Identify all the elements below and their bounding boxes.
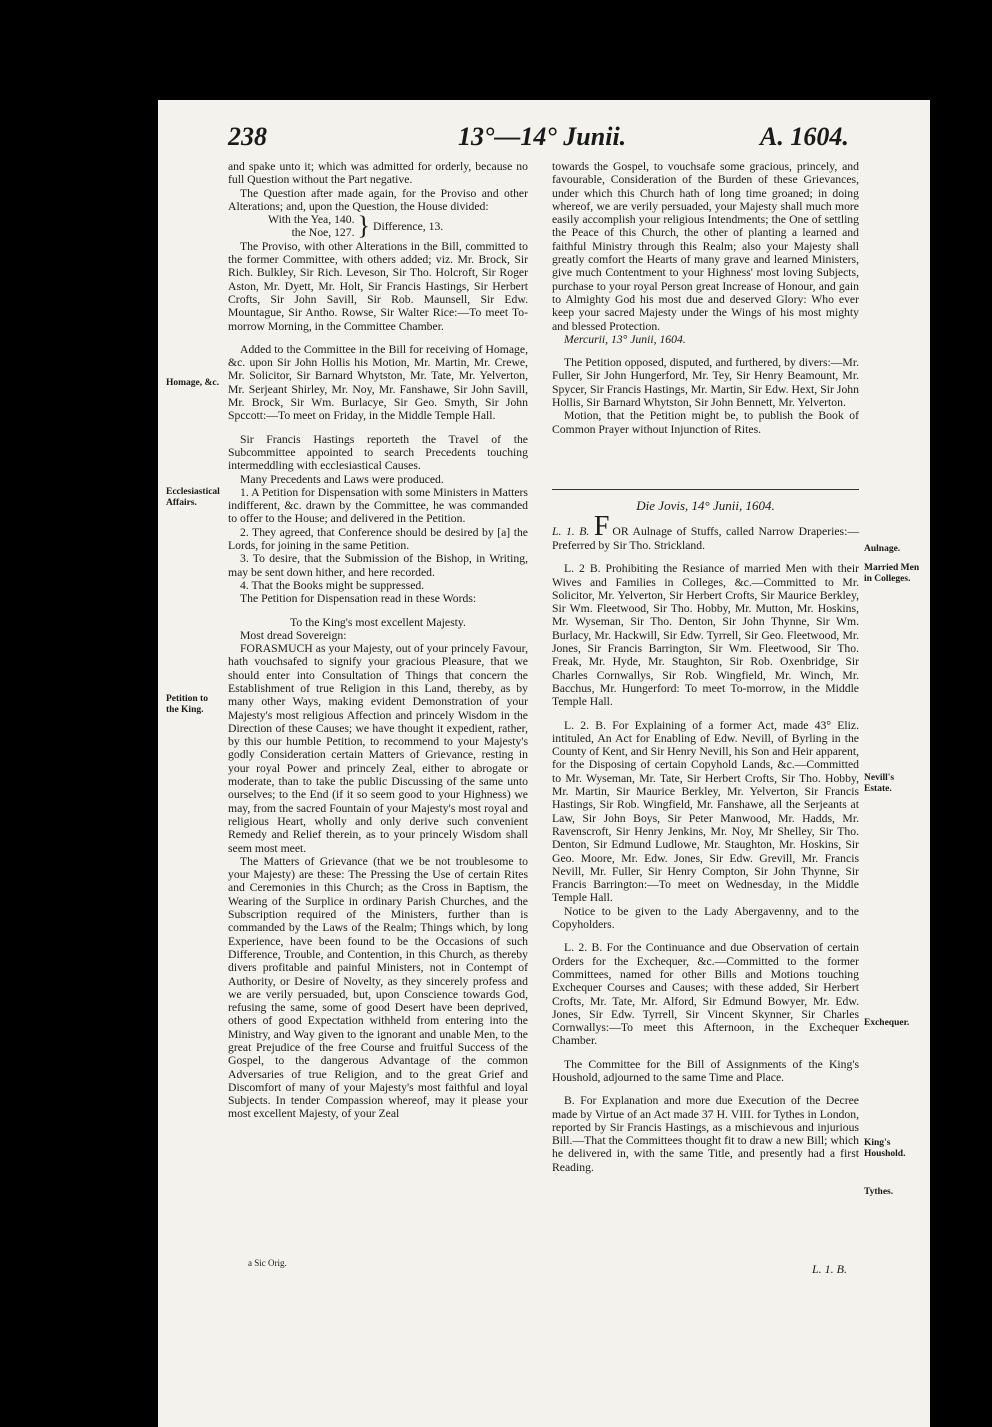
margin-note: Ecclesiastical Affairs. bbox=[166, 487, 220, 508]
division-result bbox=[268, 213, 528, 240]
paragraph: towards the Gospel, to vouchsafe some gracious, princely, and favourable, Consideration of the Burden of these Grievances, under which this Church hath of long time groaned; in doing whereof, we are verily persuaded, your Majesty shall much more easily accomplish your religious Intendments; the One of settling the Peace of this Church, the other of planting a learned and faithful Ministry through this Realm; also your Majesty shall greatly comfort the Hearts of many grave and learned Ministers, give much Contentment to your Highness' most loving Subjects, purchase to your royal Person great Increase of Honour, and gain to Almighty God his most due and deserved Glory: Who ever keep your sacred Majesty under the Wings of his most mighty and blessed Protection. bbox=[552, 160, 859, 333]
reading-label: L. 1. B. bbox=[552, 525, 590, 538]
page-number: 238 bbox=[228, 122, 267, 151]
paragraph: 2. They agreed, that Conference should be desired by [a] the Lords, for joining in the same Petition. bbox=[228, 525, 528, 553]
petition-address: To the King's most excellent Majesty. bbox=[290, 615, 466, 629]
petition-salutation: Most dread Sovereign: bbox=[240, 628, 347, 642]
paragraph: and spake unto it; which was admitted for orderly, because no full Question without the Part negative. bbox=[228, 160, 528, 187]
yea-count: With the Yea, 140. bbox=[268, 213, 355, 227]
drop-cap: F bbox=[593, 511, 610, 542]
right-column-upper bbox=[552, 160, 859, 436]
section-divider bbox=[552, 489, 859, 490]
margin-note: Petition to the King. bbox=[166, 694, 208, 715]
paragraph: OR Aulnage of Stuffs, called Narrow Draperies:—Preferred by Sir Tho. Strickland. bbox=[552, 525, 860, 552]
paragraph: The Matters of Grievance (that we be not troublesome to your Majesty) are these: The Pressing the Use of certain Rites and Ceremonies in this Church; as the Cross in Baptism, the Wearing of the Surplice in ordinary Parish Churches, and the Subscription required of the Ministers, further than is commanded by the Laws of the Realm; Things which, by long Experience, have been found to be the Occasions of such Difference, Trouble, and Contention, in this Church, as thereby divers profitable and painful Ministers, not in Contempt of Authority, or Desire of Novelty, as they sincerely profess and we are verily persuaded, but, upon Conscience towards God, refusing the same, some of good Desert have been deprived, others of good Expectation withheld from entering into the Ministry, and Way given to the ignorant and unable Men, to the great Prejudice of the free Course and fruitful Success of the Gospel, to the dangerous Advantage of the common Adversaries of true Religion, and to the great Grief and Discomfort of many of your Majesty's most faithful and loyal Subjects. In tender Compassion whereof, may it please your most excellent Majesty, of your Zeal bbox=[228, 854, 528, 1121]
date-line: Mercurii, 13° Junii, 1604. bbox=[564, 332, 686, 346]
right-column-lower bbox=[552, 497, 859, 1174]
paragraph: B. For Explanation and more due Execution of the Decree made by Virtue of an Act made 37 H. VIII. for Tythes in London, reported by Sir Francis Hastings, as a mischievous and injurious Bill.—That the Committees thought fit to draw a new Bill; which he delivered in, with the same Title, and presently had a first Reading. bbox=[552, 1094, 859, 1174]
paragraph: L. 2. B. For the Continuance and due Observation of certain Orders for the Exchequer, &c.—Committed to the former Committees, named for other Bills and Motions touching Exchequer Courses and Causes; with these added, Sir Herbert Crofts, Mr. Tate, Mr. Alford, Sir Edmund Bowyer, Mr. Edw. Jones, Sir Edw. Tyrrell, Sir Vincent Skynner, Sir Charles Cornwallys:—To meet this Afternoon, in the Exchequer Chamber. bbox=[552, 941, 859, 1048]
paragraph: Many Precedents and Laws were produced. bbox=[240, 472, 444, 486]
margin-note: Nevill's Estate. bbox=[864, 773, 895, 794]
paragraph: 4. That the Books might be suppressed. bbox=[240, 578, 425, 592]
day-heading: Die Jovis, 14° Junii, 1604. bbox=[636, 498, 775, 513]
paragraph: The Proviso, with other Alterations in the Bill, committed to the former Committee, with others added; viz. Mr. Brock, Sir Rich. Bulkley, Sir Rich. Leveson, Sir Tho. Holcroft, Sir Roger Aston, Mr. Dyett, Mr. Holt, Sir Francis Hastings, Sir Herbert Crofts, Sir John Savill, Sir Rob. Maunsell, Sir Edw. Mountague, Sir Antho. Rowse, Sir Walter Rice:—To meet To-morrow Morning, in the Committee Chamber. bbox=[228, 239, 528, 333]
noe-count: the Noe, 127. bbox=[291, 226, 355, 240]
margin-note: King's Houshold. bbox=[864, 1138, 906, 1159]
paragraph: 3. To desire, that the Submission of the Bishop, in Writing, may be sent down hither, and here recorded. bbox=[228, 552, 528, 579]
paragraph: L. 2 B. Prohibiting the Resiance of married Men with their Wives and Families in Colleges, &c.—Committed to Mr. Solicitor, Mr. Yelverton, Sir Herbert Crofts, Sir Maurice Berkley, Sir Wm. Fleetwood, Sir Tho. Hobby, Mr. Mutton, Mr. Hoskins, Mr. Wyseman, Sir Tho. Denton, Sir John Thynne, Sir Wm. Burlacy, Mr. Hackwill, Sir Edw. Tyrrell, Sir Geo. Fleetwood, Mr. Jones, Sir Francis Barrington, Sir Wm. Fleetwood, Sir Tho. Freak, Mr. Hyde, Mr. Staughton, Sir Rob. Oxenbridge, Sir Charles Cornwallys, Sir Rob. Wingfield, Mr. Winch, Mr. Bacchus, Mr. Hungerford: To meet To-morrow, in the Middle Temple Hall. bbox=[552, 562, 859, 709]
paragraph: The Petition for Dispensation read in these Words: bbox=[240, 592, 477, 606]
brace-glyph: } bbox=[357, 211, 371, 241]
margin-note: Married Men in Colleges. bbox=[864, 563, 920, 584]
difference-count: Difference, 13. bbox=[373, 219, 444, 233]
paragraph: Added to the Committee in the Bill for receiving of Homage, &c. upon Sir John Hollis his Motion, Mr. Martin, Mr. Crewe, Mr. Solicitor, Sir Barnard Whytston, Mr. Tate, Mr. Yelverton, Mr. Serjeant Shirley, Mr. Noy, Mr. Fanshawe, Sir John Savill, Mr. Brock, Sir Wm. Burlacye, Sir Geo. Smyth, Sir John Spccott:—To meet on Friday, in the Middle Temple Hall. bbox=[228, 342, 528, 423]
page-year: A. 1604. bbox=[760, 122, 849, 151]
paragraph: FORASMUCH as your Majesty, out of your princely Favour, hath vouchsafed to signify your gracious Pleasure, that we should enter into Consultation of Things that concern the Establishment of true Religion in this Land, thereby, as by many other Ways, making evident Demonstration of your Majesty's most religious Affection and princely Wisdom in the Direction of these Causes; we have thought it expedient, rather, by this our humble Petition, to recommend to your Majesty's godly Consideration certain Matters of Grievance, resting in your royal Power and princely Zeal, either to abrogate or moderate, than to take the public Discussing of the same unto ourselves; to the End (if it so seem good to your Highness) we may, from the sacred Fountain of your Majesty's most royal and religious Heart, wholly and only derive such convenient Remedy and Relief therein, as to your princely Wisdom shall seem most meet. bbox=[228, 642, 528, 855]
paragraph: The Committee for the Bill of Assignments of the King's Houshold, adjourned to the same Time and Place. bbox=[552, 1057, 859, 1084]
margin-note: Exchequer. bbox=[864, 1018, 910, 1028]
paragraph: The Petition opposed, disputed, and furthered, by divers:—Mr. Fuller, Sir John Hungerford, Mr. Tey, Sir Henry Beamount, Mr. Spycer, Sir Francis Hastings, Mr. Martin, Sir Edw. Hext, Sir John Hollis, Sir Barnard Whytston, Sir John Bennett, Mr. Yelverton. bbox=[552, 356, 859, 410]
paragraph: Sir Francis Hastings reporteth the Travel of the Subcommittee appointed to search Precedents touching intermeddling with ecclesiastical Causes. bbox=[228, 432, 528, 473]
left-column bbox=[228, 160, 528, 1121]
footnote: a Sic Orig. bbox=[248, 1258, 287, 1268]
margin-note: Homage, &c. bbox=[166, 378, 220, 388]
page-date: 13°—14° Junii. bbox=[458, 122, 627, 151]
paragraph: 1. A Petition for Dispensation with some Ministers in Matters indifferent, &c. drawn by the Committee, he was commanded to offer to the House; and delivered in the Petition. bbox=[228, 485, 528, 526]
catchword: L. 1. B. bbox=[812, 1262, 848, 1276]
margin-note: Tythes. bbox=[864, 1187, 894, 1197]
paragraph: The Question after made again, for the Proviso and other Alterations; and, upon the Question, the House divided: bbox=[228, 186, 528, 213]
paragraph: Notice to be given to the Lady Abergavenny, and to the Copyholders. bbox=[552, 904, 859, 932]
margin-note: Aulnage. bbox=[864, 544, 901, 554]
paragraph: Motion, that the Petition might be, to publish the Book of Common Prayer without Injunction of Rites. bbox=[552, 409, 859, 436]
paragraph: L. 2. B. For Explaining of a former Act, made 43° Eliz. intituled, An Act for Enabling of Edw. Nevill, of Byrling in the County of Kent, and Sir Henry Nevill, his Son and Heir apparent, for the Disposing of certain Copyhold Lands, &c.—Committed to Mr. Wyseman, Mr. Tate, Sir Herbert Crofts, Sir Tho. Hobby, Mr. Martin, Sir Maurice Berkley, Mr. Yelverton, Sir Francis Hastings, Sir Rob. Wingfield, Mr. Fanshawe, all the Serjeants at Law, Sir John Boys, Sir Peter Manwood, Mr. Hadds, Mr. Ravenscroft, Sir Henry Jenkins, Mr. Noy, Mr Shelley, Sir Tho. Denton, Sir Edmund Ludlowe, Mr. Staughton, Mr. Hoskins, Sir Geo. Moore, Mr. Edw. Jones, Sir Edw. Grevill, Mr. Francis Nevill, Mr. Fuller, Sir Henry Compton, Sir John Thynne, Sir Francis Barrington:—To meet on Wednesday, in the Middle Temple Hall. bbox=[552, 718, 859, 905]
